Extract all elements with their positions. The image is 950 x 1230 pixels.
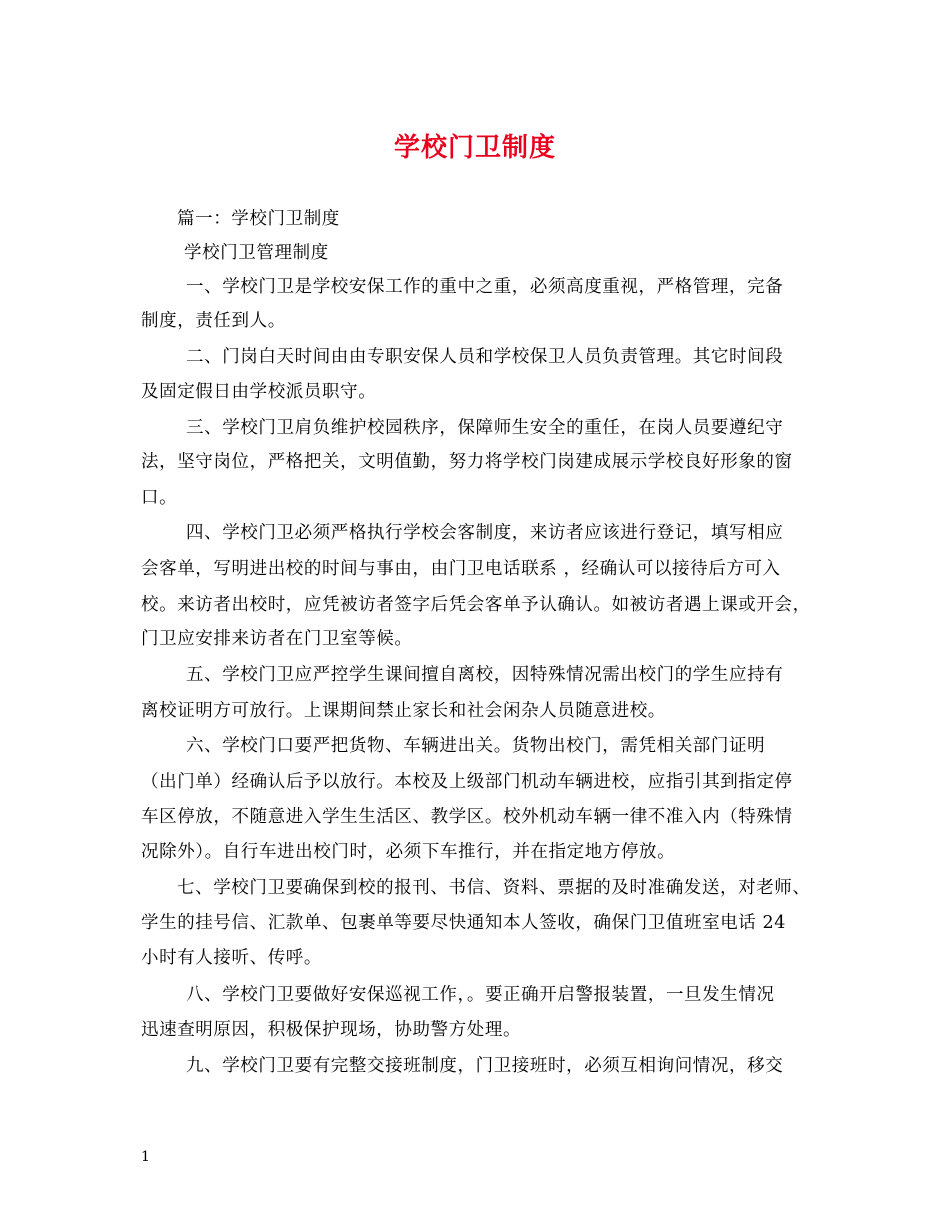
text-line: 口。	[141, 488, 178, 508]
text-line: 及固定假日由学校派员职守。	[141, 382, 377, 402]
text-line: 小时有人接听、传呼。	[141, 948, 322, 968]
text-line: 迅速查明原因，积极保护现场，协助警方处理。	[141, 1020, 522, 1040]
text-line: 八、学校门卫要做好安保巡视工作，。要正确开启警报装置，一旦发生情况	[186, 985, 775, 1005]
text-line: 二、门岗白天时间由由专职安保人员和学校保卫人员负责管理。其它时间段	[186, 347, 784, 367]
text-line: 况除外）。自行车进出校门时，必须下车推行，并在指定地方停放。	[141, 842, 676, 862]
text-line: 车区停放，不随意进入学生生活区、教学区。校外机动车辆一律不准入内（特殊情	[141, 807, 793, 827]
page-number: 1	[141, 1149, 150, 1165]
document-title: 学校门卫制度	[393, 133, 556, 163]
text-line: （出门单）经确认后予以放行。本校及上级部门机动车辆进校，应指引其到指定停	[141, 772, 793, 792]
text-line: 制度，责任到人。	[141, 311, 286, 331]
text-line: 篇一：学校门卫制度	[177, 209, 340, 229]
text-line: 五、学校门卫应严控学生课间擅自离校，因特殊情况需出校门的学生应持有	[186, 665, 784, 685]
text-line: 门卫应安排来访者在门卫室等候。	[141, 629, 413, 649]
text-line: 法，坚守岗位，严格把关，文明值勤，努力将学校门岗建成展示学校良好形象的窗	[141, 452, 793, 472]
text-line: 七、学校门卫要确保到校的报刊、书信、资料、票据的及时准确发送，对老师、	[177, 878, 811, 898]
text-line: 三、学校门卫肩负维护校园秩序，保障师生安全的重任，在岗人员要遵纪守	[186, 418, 784, 438]
text-line: 一、学校门卫是学校安保工作的重中之重，必须高度重视，严格管理，完备	[186, 277, 784, 297]
text-line: 离校证明方可放行。上课期间禁止家长和社会闲杂人员随意进校。	[141, 701, 666, 721]
text-line: 学生的挂号信、汇款单、包裹单等要尽快通知本人签收，确保门卫值班室电话 24	[141, 913, 787, 933]
text-line: 九、学校门卫要有完整交接班制度，门卫接班时，必须互相询问情况，移交	[186, 1056, 784, 1076]
text-line: 学校门卫管理制度	[184, 243, 329, 263]
text-line: 校。来访者出校时，应凭被访者签字后凭会客单予认确认。如被访者遇上课或开会，	[141, 595, 811, 615]
text-line: 四、学校门卫必须严格执行学校会客制度，来访者应该进行登记，填写相应	[186, 523, 784, 543]
text-line: 六、学校门口要严把货物、车辆进出关。货物出校门，需凭相关部门证明	[186, 736, 766, 756]
text-line: 会客单，写明进出校的时间与事由，由门卫电话联系 ，经确认可以接待后方可入	[141, 559, 781, 579]
